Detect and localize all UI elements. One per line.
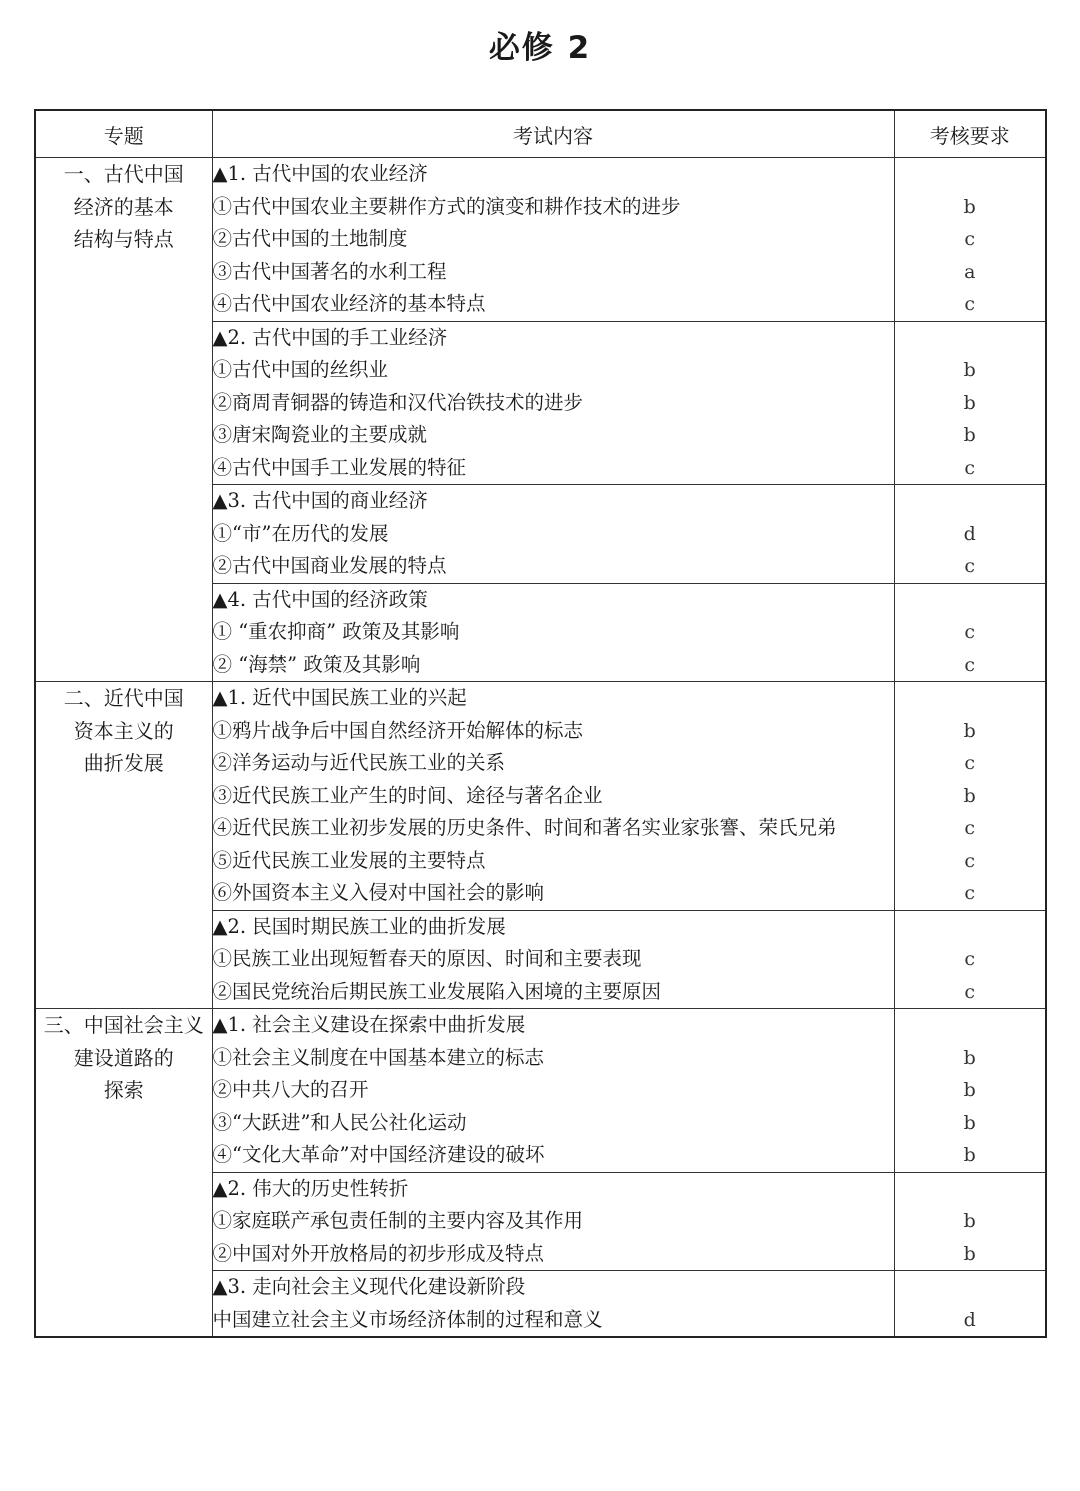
content-item: ④古代中国手工业发展的特征 xyxy=(212,455,467,479)
content-item: ⑤近代民族工业发展的主要特点 xyxy=(212,848,486,872)
requirement-cell xyxy=(894,910,1046,1009)
content-item: ②中共八大的召开 xyxy=(212,1078,369,1101)
group-row xyxy=(35,1009,1046,1173)
group-title: ▲1. 近代中国民族工业的兴起 xyxy=(212,686,467,709)
content-item: 中国建立社会主义市场经济体制的过程和意义 xyxy=(212,1307,603,1331)
topic-name-line: 建设道路的 xyxy=(73,1045,174,1070)
requirement-level: c xyxy=(964,228,976,250)
requirement-level: b xyxy=(963,424,976,446)
requirement-spacer xyxy=(895,911,1046,944)
requirement-level: c xyxy=(964,621,976,643)
requirement-cell xyxy=(894,1172,1046,1271)
header-content: 考试内容 xyxy=(212,110,894,158)
requirement-cell xyxy=(894,682,1046,911)
page-title: 必修 2 xyxy=(488,30,592,66)
group-row xyxy=(35,158,1046,322)
group-title: ▲1. 社会主义建设在探索中曲折发展 xyxy=(212,1013,526,1036)
requirement-level: b xyxy=(963,1144,976,1166)
requirement-spacer xyxy=(895,485,1046,518)
requirement-level: c xyxy=(964,817,976,839)
requirement-cell xyxy=(894,485,1046,584)
requirement-level: c xyxy=(964,653,976,676)
requirement-level: b xyxy=(963,195,976,218)
requirement-level: b xyxy=(963,1079,976,1101)
requirement-cell xyxy=(894,1009,1046,1173)
requirement-level: b xyxy=(963,719,976,742)
requirement-level: c xyxy=(964,456,976,479)
topic-name-line: 资本主义的 xyxy=(73,718,174,743)
content-cell xyxy=(212,1172,894,1271)
topic-cell xyxy=(35,1009,212,1338)
syllabus-table xyxy=(34,109,1047,1338)
group-title: ▲4. 古代中国的经济政策 xyxy=(212,587,428,611)
requirement-level: b xyxy=(963,1046,976,1069)
topic-cell xyxy=(35,682,212,1009)
content-item: ①社会主义制度在中国基本建立的标志 xyxy=(212,1045,545,1069)
topic-name-line: 一、古代中国 xyxy=(63,162,184,186)
header-topic: 专题 xyxy=(35,110,212,158)
content-item: ②中国对外开放格局的初步形成及特点 xyxy=(212,1241,545,1265)
requirement-level: c xyxy=(964,293,976,315)
group-title: ▲2. 伟大的历史性转折 xyxy=(212,1176,409,1200)
content-item: ③唐宋陶瓷业的主要成就 xyxy=(212,423,428,446)
content-cell xyxy=(212,158,894,322)
content-item: ②洋务运动与近代民族工业的关系 xyxy=(212,751,506,774)
requirement-level: d xyxy=(963,1308,976,1331)
topic-name-line: 二、近代中国 xyxy=(63,686,184,710)
requirement-level: c xyxy=(964,948,976,970)
group-title: ▲2. 古代中国的手工业经济 xyxy=(212,325,448,349)
topic-name-line: 三、中国社会主义 xyxy=(43,1013,204,1037)
requirement-level: b xyxy=(963,391,976,414)
content-item: ③古代中国著名的水利工程 xyxy=(212,259,447,283)
requirement-cell xyxy=(894,158,1046,322)
requirement-level: b xyxy=(963,1242,976,1265)
topic-name-line: 探索 xyxy=(103,1078,144,1102)
content-item: ②古代中国商业发展的特点 xyxy=(212,554,447,577)
content-cell xyxy=(212,583,894,682)
requirement-cell xyxy=(894,321,1046,485)
requirement-spacer xyxy=(895,322,1046,355)
group-row xyxy=(35,682,1046,911)
requirement-level: a xyxy=(964,260,976,283)
table-body xyxy=(35,158,1046,1338)
requirement-spacer xyxy=(895,1173,1046,1206)
header-row xyxy=(35,110,1046,158)
content-item: ⑥外国资本主义入侵对中国社会的影响 xyxy=(212,881,545,904)
requirement-level: b xyxy=(963,1111,976,1134)
content-cell xyxy=(212,1009,894,1173)
content-cell xyxy=(212,1271,894,1338)
group-title: ▲1. 古代中国的农业经济 xyxy=(212,162,428,185)
requirement-level: c xyxy=(964,555,976,577)
content-item: ① “重农抑商” 政策及其影响 xyxy=(212,620,460,643)
content-cell xyxy=(212,321,894,485)
requirement-level: b xyxy=(963,1210,976,1232)
requirement-level: b xyxy=(963,359,976,381)
content-cell xyxy=(212,485,894,584)
content-cell xyxy=(212,910,894,1009)
content-item: ①鸦片战争后中国自然经济开始解体的标志 xyxy=(212,718,584,742)
requirement-level: c xyxy=(964,980,976,1003)
requirement-level: c xyxy=(964,882,976,904)
content-item: ①民族工业出现短暂春天的原因、时间和主要表现 xyxy=(212,947,642,970)
requirement-spacer xyxy=(895,682,1046,715)
group-title: ▲2. 民国时期民族工业的曲折发展 xyxy=(212,914,506,938)
topic-cell xyxy=(35,158,212,682)
content-item: ②古代中国的土地制度 xyxy=(212,227,408,250)
content-item: ①古代中国农业主要耕作方式的演变和耕作技术的进步 xyxy=(212,194,681,218)
content-item: ④“文化大革命”对中国经济建设的破坏 xyxy=(212,1143,545,1166)
requirement-spacer xyxy=(895,1009,1046,1042)
header-requirement: 考核要求 xyxy=(894,110,1046,158)
content-item: ②国民党统治后期民族工业发展陷入困境的主要原因 xyxy=(212,979,662,1003)
content-item: ③近代民族工业产生的时间、途径与著名企业 xyxy=(212,783,603,807)
topic-name-line: 经济的基本 xyxy=(73,194,174,219)
requirement-cell xyxy=(894,1271,1046,1338)
requirement-spacer xyxy=(895,584,1046,617)
group-title: ▲3. 走向社会主义现代化建设新阶段 xyxy=(212,1275,526,1298)
group-title: ▲3. 古代中国的商业经济 xyxy=(212,489,428,512)
content-item: ①家庭联产承包责任制的主要内容及其作用 xyxy=(212,1209,584,1232)
content-item: ②商周青铜器的铸造和汉代冶铁技术的进步 xyxy=(212,390,584,414)
content-item: ② “海禁” 政策及其影响 xyxy=(212,652,421,676)
requirement-spacer xyxy=(895,1271,1046,1304)
requirement-spacer xyxy=(895,158,1046,191)
requirement-level: d xyxy=(963,522,976,545)
content-cell xyxy=(212,682,894,911)
content-item: ①古代中国的丝织业 xyxy=(212,358,389,381)
requirement-level: c xyxy=(964,849,976,872)
topic-name-line: 结构与特点 xyxy=(73,227,174,251)
content-item: ④古代中国农业经济的基本特点 xyxy=(212,292,486,315)
requirement-level: b xyxy=(963,784,976,807)
requirement-cell xyxy=(894,583,1046,682)
content-item: ③“大跃进”和人民公社化运动 xyxy=(212,1110,467,1134)
content-item: ④近代民族工业初步发展的历史条件、时间和著名实业家张謇、荣氏兄弟 xyxy=(212,816,837,839)
content-item: ①“市”在历代的发展 xyxy=(212,521,389,545)
requirement-level: c xyxy=(964,752,976,774)
topic-name-line: 曲折发展 xyxy=(83,751,164,775)
